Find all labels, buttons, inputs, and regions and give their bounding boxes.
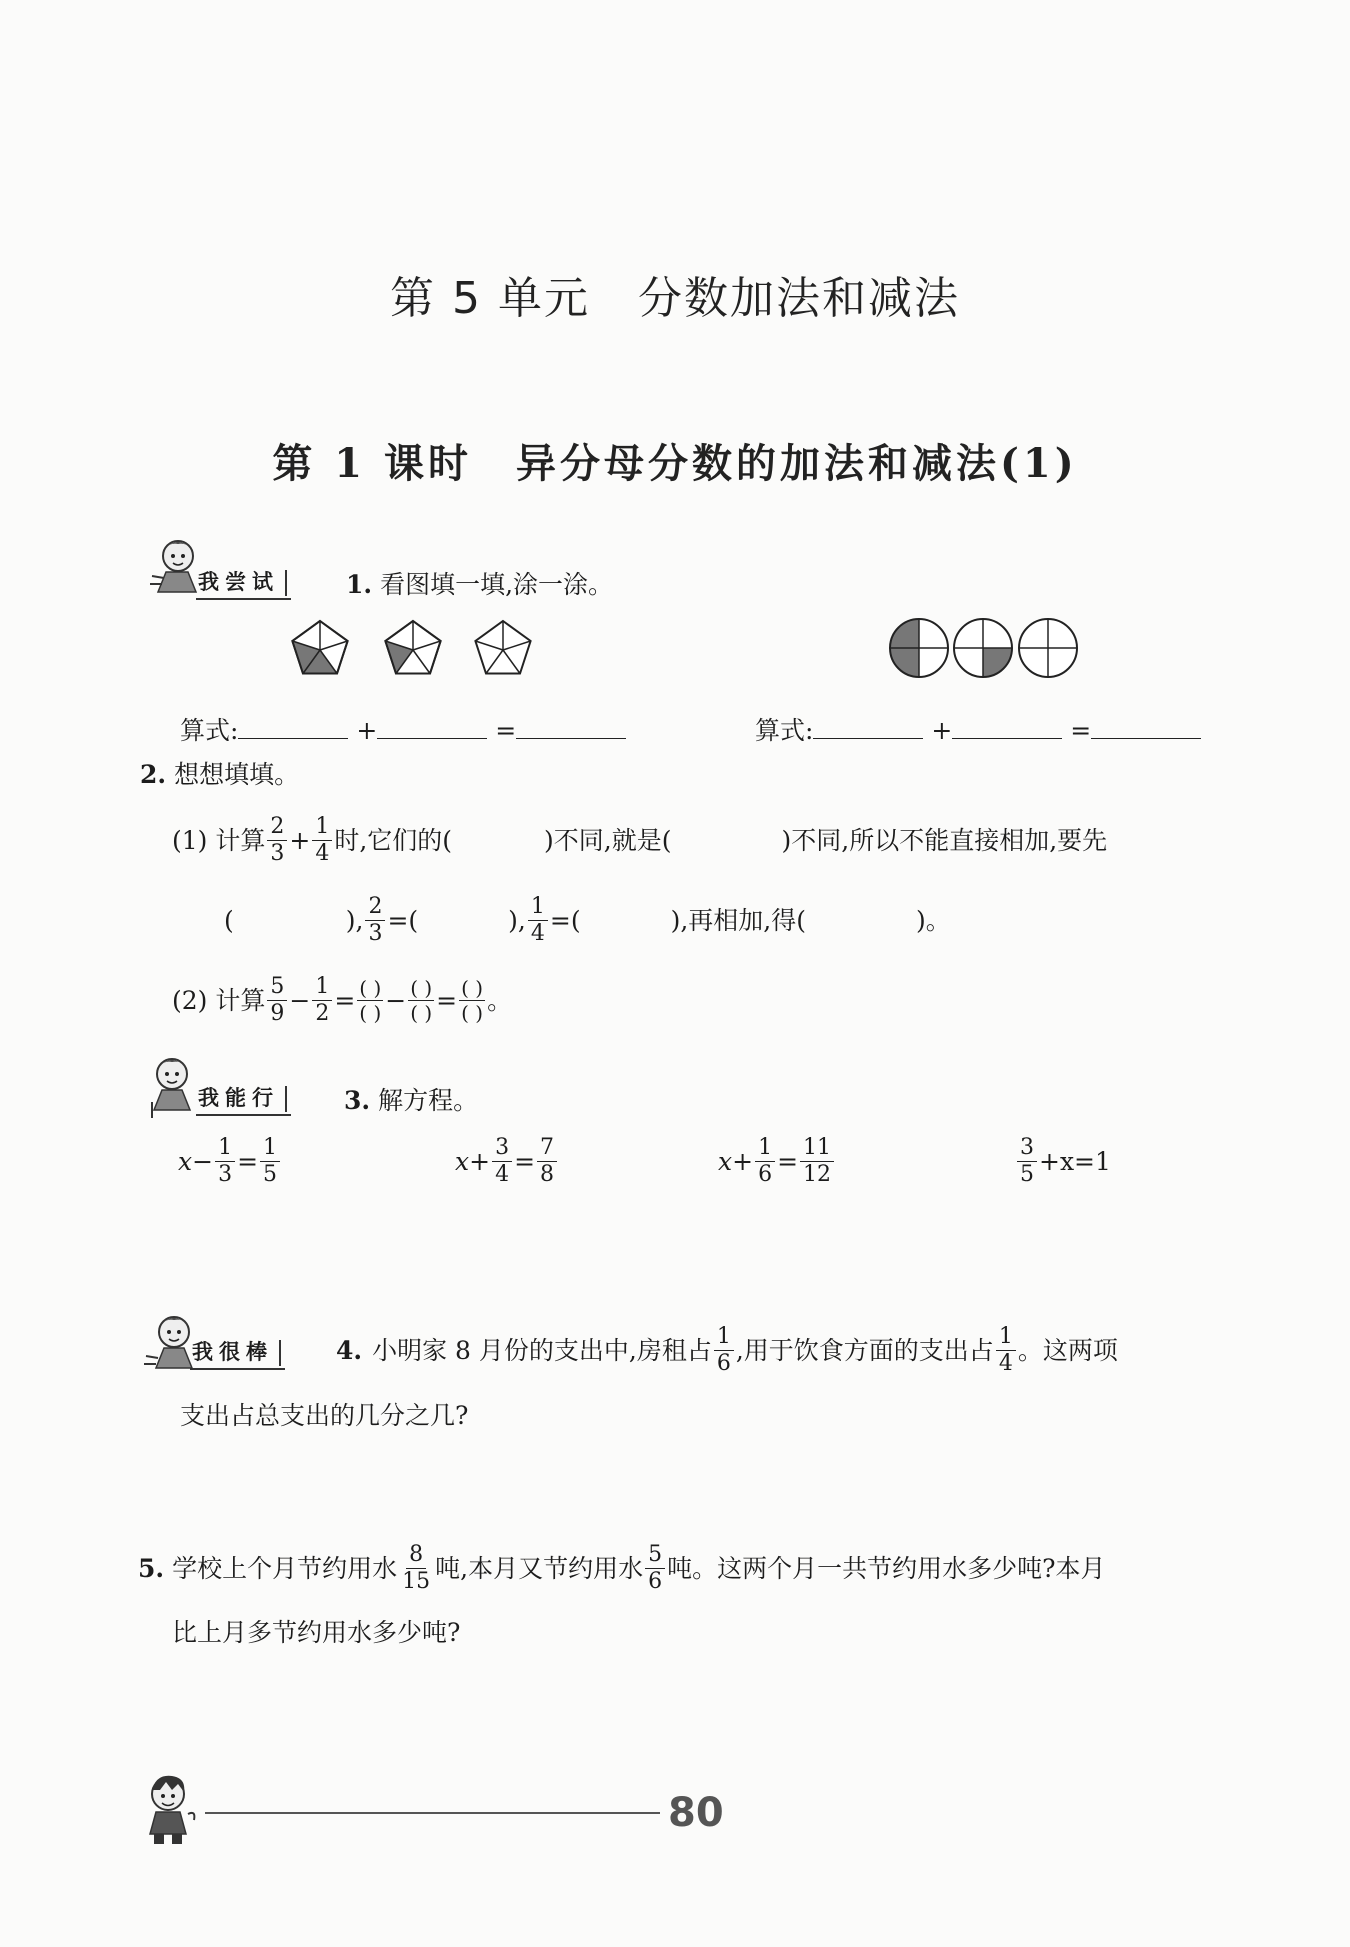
circle-2: [954, 619, 1012, 677]
unit-title: [0, 262, 1350, 326]
equation-2: [455, 1130, 559, 1192]
equals-sign: =: [237, 1146, 259, 1176]
equals-sign: =: [514, 1146, 536, 1176]
denominator: 6: [716, 1350, 731, 1376]
q3-prompt: [344, 1088, 478, 1113]
numerator: ( ): [359, 975, 382, 1000]
q4-number: 4.: [336, 1335, 363, 1365]
fraction: [645, 1543, 665, 1592]
blank-fraction[interactable]: [357, 977, 383, 1024]
blank-fraction[interactable]: [459, 977, 485, 1024]
q5-text-segment: 吨,本月又节约用水: [435, 1553, 644, 1583]
q4-text-segment: 小明家 8 月份的支出中,房租占: [372, 1335, 712, 1365]
denominator: ( ): [461, 1000, 484, 1025]
fraction: [996, 1325, 1016, 1374]
q3-text: 解方程。: [378, 1086, 479, 1115]
q2-text-segment: (: [224, 905, 234, 935]
equals-sign: =: [495, 716, 517, 745]
plus-sign: +: [356, 716, 378, 745]
q5-text-segment: 学校上个月节约用水: [172, 1553, 398, 1583]
badge-try: 我尝试: [196, 566, 291, 600]
numerator: ( ): [461, 975, 484, 1000]
plus-sign: +: [931, 716, 953, 745]
answer-blank[interactable]: [952, 716, 1062, 739]
answer-blank[interactable]: [377, 716, 487, 739]
q4-text-segment: 。这两项: [1017, 1335, 1118, 1365]
fraction: [312, 975, 332, 1024]
numerator: 5: [645, 1543, 665, 1568]
fraction: [399, 1543, 433, 1592]
denominator: 4: [315, 840, 330, 866]
q2-text-segment: =(: [387, 905, 419, 935]
fraction: [1017, 1136, 1037, 1185]
q2-part1-line1: [172, 812, 1107, 868]
numerator: 8: [406, 1543, 426, 1568]
numerator: 1: [215, 1136, 235, 1161]
minus-sign: −: [385, 985, 407, 1015]
fraction: [260, 1136, 280, 1185]
fraction: [714, 1325, 734, 1374]
fraction: [800, 1136, 834, 1185]
denominator: 5: [1020, 1161, 1034, 1187]
answer-blank[interactable]: [238, 716, 348, 739]
denominator: 3: [218, 1161, 233, 1187]
equals-sign: =: [777, 1146, 799, 1176]
numerator: 3: [492, 1136, 512, 1161]
denominator: 3: [270, 840, 285, 866]
fraction: [267, 815, 287, 864]
lesson-title-number: 第 1 课时: [272, 440, 472, 487]
denominator: 2: [315, 1000, 330, 1026]
q2-text-segment: =(: [549, 905, 581, 935]
unit-title-number: 第 5 单元: [390, 273, 590, 324]
q5-text-segment: 吨。这两个月一共节约用水多少吨?本月: [667, 1553, 1106, 1583]
denominator: ( ): [359, 1000, 382, 1025]
unit-title-topic: 分数加法和减法: [637, 273, 960, 324]
q2-text-segment: ),: [345, 905, 364, 935]
answer-blank[interactable]: [1091, 716, 1201, 739]
q2-text-segment: )不同,所以不能直接相加,要先: [781, 825, 1108, 855]
answer-blank[interactable]: [813, 716, 923, 739]
numerator: 1: [714, 1325, 734, 1350]
denominator: 8: [540, 1161, 555, 1187]
footer-rule: [205, 1812, 660, 1814]
denominator: 6: [648, 1568, 663, 1594]
q2-text-segment: 时,它们的(: [334, 825, 453, 855]
plus-sign: +: [289, 825, 311, 855]
q2-text-segment: ),: [508, 905, 526, 935]
q2-part1-line2: [224, 892, 951, 948]
formula-label: 算式:: [755, 716, 814, 745]
operator: +: [732, 1146, 754, 1176]
page-number: 80: [668, 1790, 724, 1836]
equation-rest: +x=1: [1039, 1146, 1111, 1176]
numerator: 1: [996, 1325, 1016, 1350]
numerator: 1: [260, 1136, 280, 1161]
numerator: 1: [528, 895, 548, 920]
fraction: [215, 1136, 235, 1185]
q1-formula-left: [180, 716, 626, 743]
denominator: 4: [998, 1350, 1013, 1376]
denominator: 6: [758, 1161, 773, 1187]
fraction: [267, 975, 287, 1024]
fraction: [537, 1136, 557, 1185]
q2-text-segment: 。: [487, 985, 513, 1015]
pentagon-1: [292, 621, 347, 674]
fraction: [365, 895, 385, 944]
q2-text-segment: ),再相加,得(: [670, 905, 806, 935]
q2-part1-label: (1) 计算: [172, 825, 266, 855]
operator: +: [469, 1146, 491, 1176]
minus-sign: −: [289, 985, 311, 1015]
denominator: 4: [495, 1161, 510, 1187]
circle-figures: [883, 614, 1083, 680]
denominator: 12: [803, 1161, 832, 1187]
variable-x: x: [718, 1146, 733, 1176]
lesson-title: [0, 432, 1350, 489]
equation-4: [1015, 1130, 1111, 1192]
denominator: ( ): [410, 1000, 433, 1025]
q1-prompt: [346, 572, 613, 597]
denominator: 15: [402, 1568, 431, 1594]
denominator: 9: [270, 1000, 285, 1026]
formula-label: 算式:: [180, 716, 239, 745]
q2-text-segment: )不同,就是(: [544, 825, 672, 855]
fraction: [755, 1136, 775, 1185]
numerator: 2: [365, 895, 385, 920]
equation-3: [718, 1130, 836, 1192]
numerator: 5: [267, 975, 287, 1000]
equals-sign: =: [436, 985, 458, 1015]
numerator: 7: [537, 1136, 557, 1161]
q2-prompt: [140, 762, 299, 787]
q2-text-segment: )。: [915, 905, 951, 935]
numerator: 1: [755, 1136, 775, 1161]
fraction: [492, 1136, 512, 1185]
variable-x: x: [178, 1146, 193, 1176]
numerator: ( ): [410, 975, 433, 1000]
q4-line2: 支出占总支出的几分之几?: [180, 1401, 469, 1430]
q5-line1: [138, 1536, 1105, 1600]
q3-number: 3.: [344, 1086, 371, 1115]
q5-line2: 比上月多节约用水多少吨?: [172, 1618, 461, 1647]
numerator: 1: [312, 975, 332, 1000]
badge-can: 我能行: [196, 1082, 291, 1116]
numerator: 11: [800, 1136, 834, 1161]
operator: −: [192, 1146, 214, 1176]
fraction: [312, 815, 332, 864]
q2-text: 想想填填。: [174, 760, 300, 789]
q4-text-segment: ,用于饮食方面的支出占: [735, 1335, 994, 1365]
denominator: 3: [368, 920, 383, 946]
circle-3[interactable]: [1019, 619, 1077, 677]
numerator: 3: [1017, 1136, 1037, 1161]
q1-number: 1.: [346, 570, 373, 599]
q1-formula-right: [755, 716, 1201, 743]
denominator: 5: [263, 1161, 278, 1187]
badge-great: 我很棒: [190, 1336, 285, 1370]
q1-text: 看图填一填,涂一涂。: [380, 570, 614, 599]
q5-number: 5.: [138, 1553, 165, 1583]
fraction: [528, 895, 548, 944]
numerator: 2: [267, 815, 287, 840]
equals-sign: =: [334, 985, 356, 1015]
circle-1: [890, 619, 948, 677]
equation-1: [178, 1130, 282, 1192]
lesson-title-topic: 异分母分数的加法和减法(1): [516, 440, 1078, 487]
blank-fraction[interactable]: [408, 977, 434, 1024]
denominator: 4: [530, 920, 545, 946]
equals-sign: =: [1070, 716, 1092, 745]
boy-mascot-icon: [136, 1770, 206, 1850]
variable-x: x: [455, 1146, 470, 1176]
pentagon-figures: [285, 614, 545, 680]
q2-part2: [172, 970, 512, 1030]
q2-part2-label: (2) 计算: [172, 985, 266, 1015]
q4-line1: [336, 1318, 1118, 1382]
q2-number: 2.: [140, 760, 167, 789]
numerator: 1: [312, 815, 332, 840]
pentagon-3[interactable]: [475, 621, 530, 674]
pentagon-2: [385, 621, 440, 674]
answer-blank[interactable]: [516, 716, 626, 739]
